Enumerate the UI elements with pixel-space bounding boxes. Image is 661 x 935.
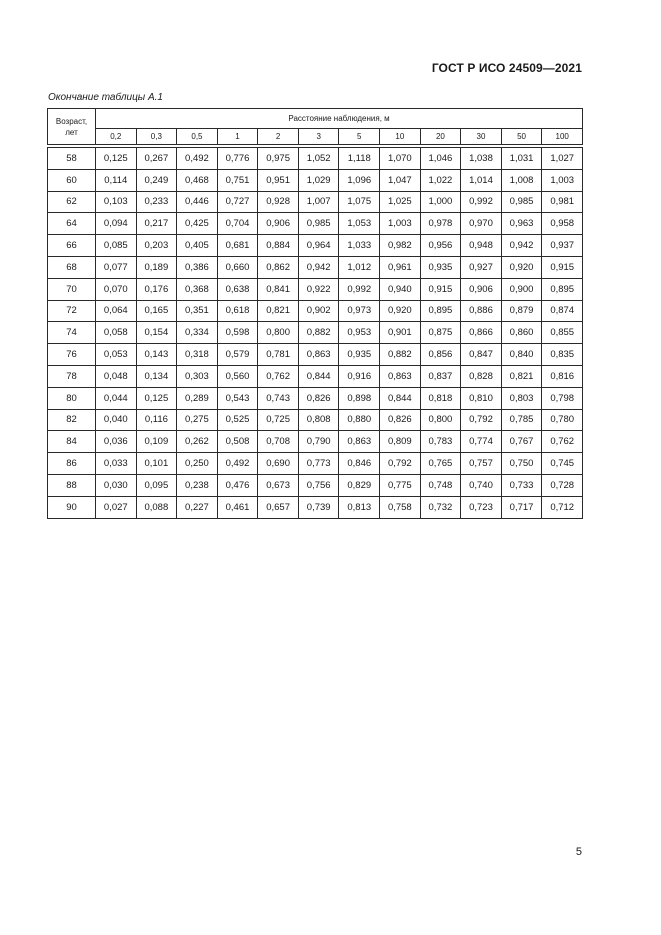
value-cell: 0,810 [461, 387, 502, 409]
value-cell: 0,036 [96, 431, 137, 453]
value-cell: 0,189 [136, 256, 177, 278]
value-cell: 0,405 [177, 235, 218, 257]
age-cell: 90 [48, 496, 96, 518]
value-cell: 0,125 [96, 148, 137, 170]
value-cell: 0,165 [136, 300, 177, 322]
page-number: 5 [575, 846, 582, 858]
value-cell: 0,732 [420, 496, 461, 518]
age-cell: 72 [48, 300, 96, 322]
value-cell: 0,937 [542, 235, 583, 257]
value-cell: 0,040 [96, 409, 137, 431]
table-row [48, 365, 583, 387]
value-cell: 0,579 [217, 344, 258, 366]
distance-col-header: 3 [298, 129, 339, 145]
value-cell: 0,203 [136, 235, 177, 257]
value-cell: 0,334 [177, 322, 218, 344]
value-cell: 0,085 [96, 235, 137, 257]
value-cell: 0,064 [96, 300, 137, 322]
value-cell: 0,756 [298, 474, 339, 496]
age-cell: 64 [48, 213, 96, 235]
value-cell: 0,048 [96, 365, 137, 387]
value-cell: 0,492 [177, 148, 218, 170]
standard-designation: ГОСТ Р ИСО 24509—2021 [431, 61, 582, 75]
value-cell: 0,134 [136, 365, 177, 387]
value-cell: 0,508 [217, 431, 258, 453]
value-cell: 0,725 [258, 409, 299, 431]
value-cell: 0,723 [461, 496, 502, 518]
value-cell: 0,875 [420, 322, 461, 344]
value-cell: 0,886 [461, 300, 502, 322]
age-cell: 58 [48, 148, 96, 170]
value-cell: 1,012 [339, 256, 380, 278]
age-cell: 66 [48, 235, 96, 257]
value-cell: 1,007 [298, 191, 339, 213]
value-cell: 0,882 [380, 344, 421, 366]
value-cell: 0,058 [96, 322, 137, 344]
distance-col-header: 30 [461, 129, 502, 145]
value-cell: 0,598 [217, 322, 258, 344]
value-cell: 0,114 [96, 169, 137, 191]
value-cell: 0,657 [258, 496, 299, 518]
value-cell: 0,863 [339, 431, 380, 453]
value-cell: 0,717 [501, 496, 542, 518]
value-cell: 0,856 [420, 344, 461, 366]
age-cell: 68 [48, 256, 96, 278]
value-cell: 0,618 [217, 300, 258, 322]
age-cell: 82 [48, 409, 96, 431]
value-cell: 0,880 [339, 409, 380, 431]
value-cell: 0,900 [501, 278, 542, 300]
value-cell: 0,829 [339, 474, 380, 496]
value-cell: 0,992 [339, 278, 380, 300]
value-cell: 1,096 [339, 169, 380, 191]
value-cell: 0,783 [420, 431, 461, 453]
value-cell: 0,070 [96, 278, 137, 300]
age-header-line2: лет [65, 127, 78, 137]
value-cell: 0,828 [461, 365, 502, 387]
value-cell: 0,874 [542, 300, 583, 322]
value-cell: 0,750 [501, 453, 542, 475]
table-row [48, 169, 583, 191]
table-row [48, 191, 583, 213]
value-cell: 0,739 [298, 496, 339, 518]
table-row [48, 300, 583, 322]
value-cell: 0,773 [298, 453, 339, 475]
age-cell: 88 [48, 474, 96, 496]
value-cell: 0,468 [177, 169, 218, 191]
distance-col-header: 0,2 [96, 129, 137, 145]
value-cell: 0,103 [96, 191, 137, 213]
value-cell: 0,846 [339, 453, 380, 475]
age-column-header [48, 109, 96, 145]
value-cell: 0,826 [380, 409, 421, 431]
value-cell: 0,249 [136, 169, 177, 191]
table-row [48, 213, 583, 235]
value-cell: 0,798 [542, 387, 583, 409]
table-row [48, 278, 583, 300]
value-cell: 0,303 [177, 365, 218, 387]
value-cell: 1,031 [501, 148, 542, 170]
value-cell: 0,942 [501, 235, 542, 257]
value-cell: 0,803 [501, 387, 542, 409]
table-row [48, 256, 583, 278]
value-cell: 0,638 [217, 278, 258, 300]
value-cell: 1,070 [380, 148, 421, 170]
value-cell: 0,351 [177, 300, 218, 322]
value-cell: 0,217 [136, 213, 177, 235]
value-cell: 0,906 [258, 213, 299, 235]
value-cell: 0,740 [461, 474, 502, 496]
value-cell: 0,101 [136, 453, 177, 475]
value-cell: 0,835 [542, 344, 583, 366]
value-cell: 0,920 [501, 256, 542, 278]
value-cell: 0,915 [542, 256, 583, 278]
value-cell: 0,109 [136, 431, 177, 453]
value-cell: 0,774 [461, 431, 502, 453]
value-cell: 1,025 [380, 191, 421, 213]
value-cell: 0,935 [339, 344, 380, 366]
value-cell: 0,844 [298, 365, 339, 387]
value-cell: 0,844 [380, 387, 421, 409]
value-cell: 0,762 [542, 431, 583, 453]
value-cell: 0,681 [217, 235, 258, 257]
value-cell: 0,821 [501, 365, 542, 387]
value-cell: 0,077 [96, 256, 137, 278]
value-cell: 0,916 [339, 365, 380, 387]
age-cell: 70 [48, 278, 96, 300]
value-cell: 0,935 [420, 256, 461, 278]
distance-col-header: 1 [217, 129, 258, 145]
distance-col-header: 5 [339, 129, 380, 145]
value-cell: 0,862 [258, 256, 299, 278]
value-cell: 0,981 [542, 191, 583, 213]
age-cell: 60 [48, 169, 96, 191]
value-cell: 0,953 [339, 322, 380, 344]
value-cell: 1,014 [461, 169, 502, 191]
value-cell: 1,022 [420, 169, 461, 191]
value-cell: 0,942 [298, 256, 339, 278]
value-cell: 0,762 [258, 365, 299, 387]
distance-col-header: 10 [380, 129, 421, 145]
value-cell: 0,708 [258, 431, 299, 453]
value-cell: 0,053 [96, 344, 137, 366]
value-cell: 0,088 [136, 496, 177, 518]
value-cell: 0,821 [258, 300, 299, 322]
value-cell: 0,776 [217, 148, 258, 170]
age-cell: 76 [48, 344, 96, 366]
value-cell: 0,543 [217, 387, 258, 409]
value-cell: 0,961 [380, 256, 421, 278]
value-cell: 0,884 [258, 235, 299, 257]
value-cell: 0,095 [136, 474, 177, 496]
value-cell: 0,492 [217, 453, 258, 475]
value-cell: 0,973 [339, 300, 380, 322]
value-cell: 0,125 [136, 387, 177, 409]
value-cell: 0,882 [298, 322, 339, 344]
table-row [48, 431, 583, 453]
value-cell: 0,792 [380, 453, 421, 475]
value-cell: 0,915 [420, 278, 461, 300]
value-cell: 0,250 [177, 453, 218, 475]
value-cell: 0,712 [542, 496, 583, 518]
table-row [48, 148, 583, 170]
value-cell: 0,978 [420, 213, 461, 235]
value-cell: 0,860 [501, 322, 542, 344]
value-cell: 0,044 [96, 387, 137, 409]
table-row [48, 409, 583, 431]
value-cell: 0,840 [501, 344, 542, 366]
value-cell: 0,673 [258, 474, 299, 496]
value-cell: 0,920 [380, 300, 421, 322]
age-cell: 62 [48, 191, 96, 213]
value-cell: 0,940 [380, 278, 421, 300]
table-row [48, 453, 583, 475]
value-cell: 0,902 [298, 300, 339, 322]
value-cell: 1,033 [339, 235, 380, 257]
value-cell: 1,046 [420, 148, 461, 170]
value-cell: 1,047 [380, 169, 421, 191]
value-cell: 0,863 [298, 344, 339, 366]
value-cell: 0,368 [177, 278, 218, 300]
value-cell: 0,956 [420, 235, 461, 257]
table-row [48, 387, 583, 409]
age-cell: 78 [48, 365, 96, 387]
value-cell: 0,963 [501, 213, 542, 235]
value-cell: 0,765 [420, 453, 461, 475]
value-cell: 0,233 [136, 191, 177, 213]
distance-header: Расстояние наблюдения, м [96, 109, 583, 129]
value-cell: 0,743 [258, 387, 299, 409]
value-cell: 0,964 [298, 235, 339, 257]
value-cell: 1,027 [542, 148, 583, 170]
value-cell: 0,992 [461, 191, 502, 213]
value-cell: 0,116 [136, 409, 177, 431]
distance-col-header: 0,3 [136, 129, 177, 145]
value-cell: 1,038 [461, 148, 502, 170]
value-cell: 0,901 [380, 322, 421, 344]
value-cell: 0,800 [420, 409, 461, 431]
value-cell: 0,800 [258, 322, 299, 344]
value-cell: 0,728 [542, 474, 583, 496]
value-cell: 0,176 [136, 278, 177, 300]
distance-col-header: 2 [258, 129, 299, 145]
value-cell: 0,809 [380, 431, 421, 453]
value-cell: 0,982 [380, 235, 421, 257]
value-cell: 0,841 [258, 278, 299, 300]
value-cell: 0,863 [380, 365, 421, 387]
age-cell: 84 [48, 431, 96, 453]
value-cell: 0,866 [461, 322, 502, 344]
value-cell: 0,758 [380, 496, 421, 518]
distance-col-header: 20 [420, 129, 461, 145]
value-cell: 0,461 [217, 496, 258, 518]
value-cell: 0,660 [217, 256, 258, 278]
value-cell: 0,785 [501, 409, 542, 431]
value-cell: 1,003 [542, 169, 583, 191]
value-cell: 1,052 [298, 148, 339, 170]
value-cell: 1,075 [339, 191, 380, 213]
value-cell: 0,818 [420, 387, 461, 409]
table-row [48, 322, 583, 344]
value-cell: 0,745 [542, 453, 583, 475]
value-cell: 0,808 [298, 409, 339, 431]
value-cell: 0,386 [177, 256, 218, 278]
value-cell: 0,767 [501, 431, 542, 453]
value-cell: 0,267 [136, 148, 177, 170]
value-cell: 0,951 [258, 169, 299, 191]
table-row [48, 474, 583, 496]
value-cell: 0,733 [501, 474, 542, 496]
value-cell: 0,446 [177, 191, 218, 213]
table-row [48, 235, 583, 257]
value-cell: 0,813 [339, 496, 380, 518]
value-cell: 0,958 [542, 213, 583, 235]
value-cell: 0,033 [96, 453, 137, 475]
value-cell: 0,975 [258, 148, 299, 170]
table-caption: Окончание таблицы А.1 [48, 92, 163, 103]
value-cell: 0,922 [298, 278, 339, 300]
distance-col-header: 50 [501, 129, 542, 145]
data-table [47, 108, 583, 519]
distance-col-header: 0,5 [177, 129, 218, 145]
value-cell: 0,227 [177, 496, 218, 518]
value-cell: 0,704 [217, 213, 258, 235]
value-cell: 0,690 [258, 453, 299, 475]
value-cell: 0,154 [136, 322, 177, 344]
value-cell: 1,029 [298, 169, 339, 191]
value-cell: 0,275 [177, 409, 218, 431]
value-cell: 0,560 [217, 365, 258, 387]
value-cell: 0,792 [461, 409, 502, 431]
value-cell: 0,790 [298, 431, 339, 453]
value-cell: 0,948 [461, 235, 502, 257]
value-cell: 1,053 [339, 213, 380, 235]
age-cell: 74 [48, 322, 96, 344]
value-cell: 0,751 [217, 169, 258, 191]
table-row [48, 344, 583, 366]
value-cell: 0,985 [501, 191, 542, 213]
value-cell: 0,094 [96, 213, 137, 235]
value-cell: 0,757 [461, 453, 502, 475]
value-cell: 1,003 [380, 213, 421, 235]
value-cell: 0,476 [217, 474, 258, 496]
value-cell: 0,855 [542, 322, 583, 344]
value-cell: 0,816 [542, 365, 583, 387]
value-cell: 0,027 [96, 496, 137, 518]
value-cell: 0,927 [461, 256, 502, 278]
value-cell: 0,262 [177, 431, 218, 453]
value-cell: 0,143 [136, 344, 177, 366]
age-header-line1: Возраст, [55, 116, 88, 126]
table-row [48, 496, 583, 518]
age-cell: 86 [48, 453, 96, 475]
value-cell: 0,847 [461, 344, 502, 366]
value-cell: 0,781 [258, 344, 299, 366]
value-cell: 0,985 [298, 213, 339, 235]
age-cell: 80 [48, 387, 96, 409]
value-cell: 0,238 [177, 474, 218, 496]
value-cell: 0,906 [461, 278, 502, 300]
distance-col-header: 100 [542, 129, 583, 145]
value-cell: 0,879 [501, 300, 542, 322]
value-cell: 1,118 [339, 148, 380, 170]
value-cell: 0,525 [217, 409, 258, 431]
value-cell: 0,425 [177, 213, 218, 235]
value-cell: 0,748 [420, 474, 461, 496]
value-cell: 1,008 [501, 169, 542, 191]
value-cell: 0,727 [217, 191, 258, 213]
value-cell: 1,000 [420, 191, 461, 213]
value-cell: 0,895 [542, 278, 583, 300]
value-cell: 0,780 [542, 409, 583, 431]
value-cell: 0,318 [177, 344, 218, 366]
value-cell: 0,775 [380, 474, 421, 496]
value-cell: 0,898 [339, 387, 380, 409]
value-cell: 0,289 [177, 387, 218, 409]
value-cell: 0,970 [461, 213, 502, 235]
value-cell: 0,895 [420, 300, 461, 322]
value-cell: 0,928 [258, 191, 299, 213]
value-cell: 0,030 [96, 474, 137, 496]
value-cell: 0,837 [420, 365, 461, 387]
value-cell: 0,826 [298, 387, 339, 409]
